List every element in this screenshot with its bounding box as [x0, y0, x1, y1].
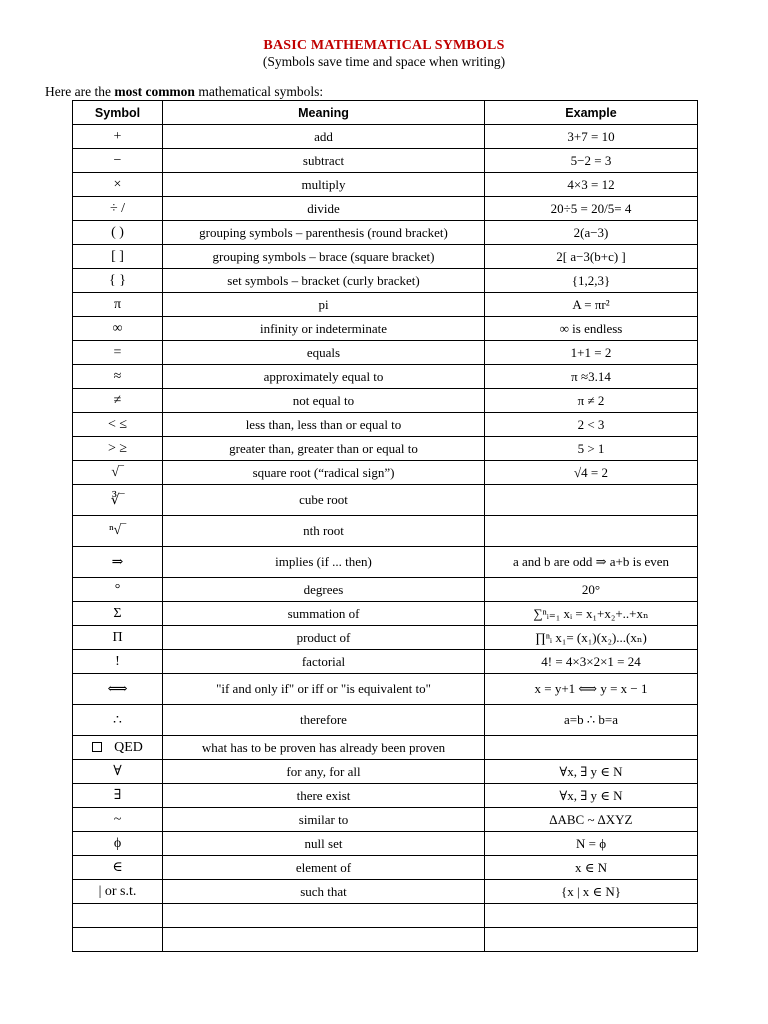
symbol-cell: [73, 928, 163, 952]
example-cell: 2 < 3: [485, 413, 698, 437]
symbol-cell: ϕ: [73, 832, 163, 856]
meaning-cell: cube root: [163, 485, 485, 516]
example-cell: 1+1 = 2: [485, 341, 698, 365]
meaning-cell: "if and only if" or iff or "is equivalent to": [163, 674, 485, 705]
meaning-cell: greater than, greater than or equal to: [163, 437, 485, 461]
header-meaning: Meaning: [163, 101, 485, 125]
meaning-cell: for any, for all: [163, 760, 485, 784]
table-row: [73, 437, 698, 461]
meaning-cell: grouping symbols – parenthesis (round bracket): [163, 221, 485, 245]
example-cell: ∆ABC ~ ∆XYZ: [485, 808, 698, 832]
symbol-cell: [ ]: [73, 245, 163, 269]
example-cell: 5−2 = 3: [485, 149, 698, 173]
table-row: [73, 808, 698, 832]
symbol-cell: ≈: [73, 365, 163, 389]
symbol-cell: | or s.t.: [73, 880, 163, 904]
header-example: Example: [485, 101, 698, 125]
table-row: [73, 461, 698, 485]
symbol-cell: ∞: [73, 317, 163, 341]
table-row: [73, 602, 698, 626]
symbol-cell: ~: [73, 808, 163, 832]
example-cell: {x | x ∈ N}: [485, 880, 698, 904]
meaning-cell: similar to: [163, 808, 485, 832]
example-cell: √4 = 2: [485, 461, 698, 485]
symbol-cell: { }: [73, 269, 163, 293]
example-cell: 2(a−3): [485, 221, 698, 245]
table-row: [73, 293, 698, 317]
symbol-cell: =: [73, 341, 163, 365]
symbol-cell: π: [73, 293, 163, 317]
table-row: [73, 485, 698, 516]
example-cell: 4! = 4×3×2×1 = 24: [485, 650, 698, 674]
table-row: [73, 317, 698, 341]
table-row: [73, 365, 698, 389]
table-row: [73, 904, 698, 928]
meaning-cell: square root (“radical sign”): [163, 461, 485, 485]
example-cell: a=b ∴ b=a: [485, 705, 698, 736]
intro-suffix: mathematical symbols:: [194, 84, 324, 99]
symbol-text: QED: [114, 739, 143, 755]
symbol-cell: °: [73, 578, 163, 602]
table-row: [73, 221, 698, 245]
meaning-cell: implies (if ... then): [163, 547, 485, 578]
table-row: [73, 389, 698, 413]
meaning-cell: such that: [163, 880, 485, 904]
symbol-cell: +: [73, 125, 163, 149]
meaning-cell: pi: [163, 293, 485, 317]
symbol-cell: ⇒: [73, 547, 163, 578]
symbol-cell: > ≥: [73, 437, 163, 461]
meaning-cell: subtract: [163, 149, 485, 173]
meaning-cell: not equal to: [163, 389, 485, 413]
symbol-cell: ⟺: [73, 674, 163, 705]
meaning-cell: [163, 928, 485, 952]
table-row: [73, 341, 698, 365]
symbol-cell: ( ): [73, 221, 163, 245]
example-cell: [485, 736, 698, 760]
symbol-cell: −: [73, 149, 163, 173]
table-row: [73, 413, 698, 437]
table-row: [73, 269, 698, 293]
header-symbol: Symbol: [73, 101, 163, 125]
page-title: BASIC MATHEMATICAL SYMBOLS: [263, 38, 505, 53]
table-row: [73, 705, 698, 736]
meaning-cell: add: [163, 125, 485, 149]
meaning-cell: less than, less than or equal to: [163, 413, 485, 437]
meaning-cell: nth root: [163, 516, 485, 547]
table-row: [73, 856, 698, 880]
table-row: [73, 125, 698, 149]
meaning-cell: approximately equal to: [163, 365, 485, 389]
symbol-cell: ∀: [73, 760, 163, 784]
table-row: [73, 650, 698, 674]
meaning-cell: infinity or indeterminate: [163, 317, 485, 341]
meaning-cell: [163, 904, 485, 928]
meaning-cell: there exist: [163, 784, 485, 808]
example-cell: π ≠ 2: [485, 389, 698, 413]
meaning-cell: summation of: [163, 602, 485, 626]
example-cell: [485, 485, 698, 516]
table-row: [73, 149, 698, 173]
example-cell: [485, 516, 698, 547]
table-row: [73, 173, 698, 197]
example-cell: [485, 928, 698, 952]
table-row: [73, 197, 698, 221]
symbol-cell: ÷ /: [73, 197, 163, 221]
meaning-cell: what has to be proven has already been proven: [163, 736, 485, 760]
example-cell: ∏ⁿᵢ x₁= (x₁)(x₂)...(xₙ): [485, 626, 698, 650]
table-row: [73, 674, 698, 705]
meaning-cell: set symbols – bracket (curly bracket): [163, 269, 485, 293]
example-cell: 4×3 = 12: [485, 173, 698, 197]
symbols-table: [72, 100, 698, 952]
qed-square-icon: [92, 742, 102, 752]
table-row: [73, 245, 698, 269]
symbol-cell: ⁿ√‾: [73, 516, 163, 547]
table-row: [73, 760, 698, 784]
symbol-cell: [73, 736, 163, 760]
table-row: [73, 928, 698, 952]
intro-prefix: Here are the: [45, 84, 115, 99]
example-cell: 20°: [485, 578, 698, 602]
example-cell: x ∈ N: [485, 856, 698, 880]
meaning-cell: null set: [163, 832, 485, 856]
symbol-cell: Π: [73, 626, 163, 650]
meaning-cell: grouping symbols – brace (square bracket): [163, 245, 485, 269]
example-cell: ∞ is endless: [485, 317, 698, 341]
symbol-cell: ∴: [73, 705, 163, 736]
page-subtitle: (Symbols save time and space when writing): [262, 54, 506, 69]
meaning-cell: degrees: [163, 578, 485, 602]
symbol-cell: ∛‾: [73, 485, 163, 516]
intro-text: [45, 84, 323, 100]
example-cell: 20÷5 = 20/5= 4: [485, 197, 698, 221]
symbol-cell: √‾: [73, 461, 163, 485]
example-cell: A = πr²: [485, 293, 698, 317]
example-cell: ∀x, ∃ y ∈ N: [485, 760, 698, 784]
example-cell: 2[ a−3(b+c) ]: [485, 245, 698, 269]
example-cell: {1,2,3}: [485, 269, 698, 293]
example-cell: 5 > 1: [485, 437, 698, 461]
meaning-cell: equals: [163, 341, 485, 365]
symbol-cell: < ≤: [73, 413, 163, 437]
meaning-cell: element of: [163, 856, 485, 880]
table-row: [73, 516, 698, 547]
symbol-cell: ∃: [73, 784, 163, 808]
example-cell: a and b are odd ⇒ a+b is even: [485, 547, 698, 578]
example-cell: ∑ⁿᵢ₌₁ xᵢ = x₁+x₂+..+xₙ: [485, 602, 698, 626]
table-row: [73, 784, 698, 808]
table-row: [73, 578, 698, 602]
example-cell: 3+7 = 10: [485, 125, 698, 149]
table-row: [73, 626, 698, 650]
symbol-cell: [73, 904, 163, 928]
table-body: [73, 125, 698, 952]
meaning-cell: factorial: [163, 650, 485, 674]
table-header-row: [73, 101, 698, 125]
example-cell: x = y+1 ⟺ y = x − 1: [485, 674, 698, 705]
meaning-cell: multiply: [163, 173, 485, 197]
example-cell: [485, 904, 698, 928]
symbol-cell: !: [73, 650, 163, 674]
symbol-cell: Σ: [73, 602, 163, 626]
example-cell: π ≈3.14: [485, 365, 698, 389]
symbol-cell: ×: [73, 173, 163, 197]
table-row: [73, 880, 698, 904]
table-row: [73, 547, 698, 578]
table-row: [73, 832, 698, 856]
meaning-cell: product of: [163, 626, 485, 650]
example-cell: ∀x, ∃ y ∈ N: [485, 784, 698, 808]
intro-bold: most common: [114, 84, 195, 99]
meaning-cell: divide: [163, 197, 485, 221]
meaning-cell: therefore: [163, 705, 485, 736]
example-cell: N = ϕ: [485, 832, 698, 856]
table-row: [73, 736, 698, 760]
symbol-cell: ∈: [73, 856, 163, 880]
symbol-cell: ≠: [73, 389, 163, 413]
